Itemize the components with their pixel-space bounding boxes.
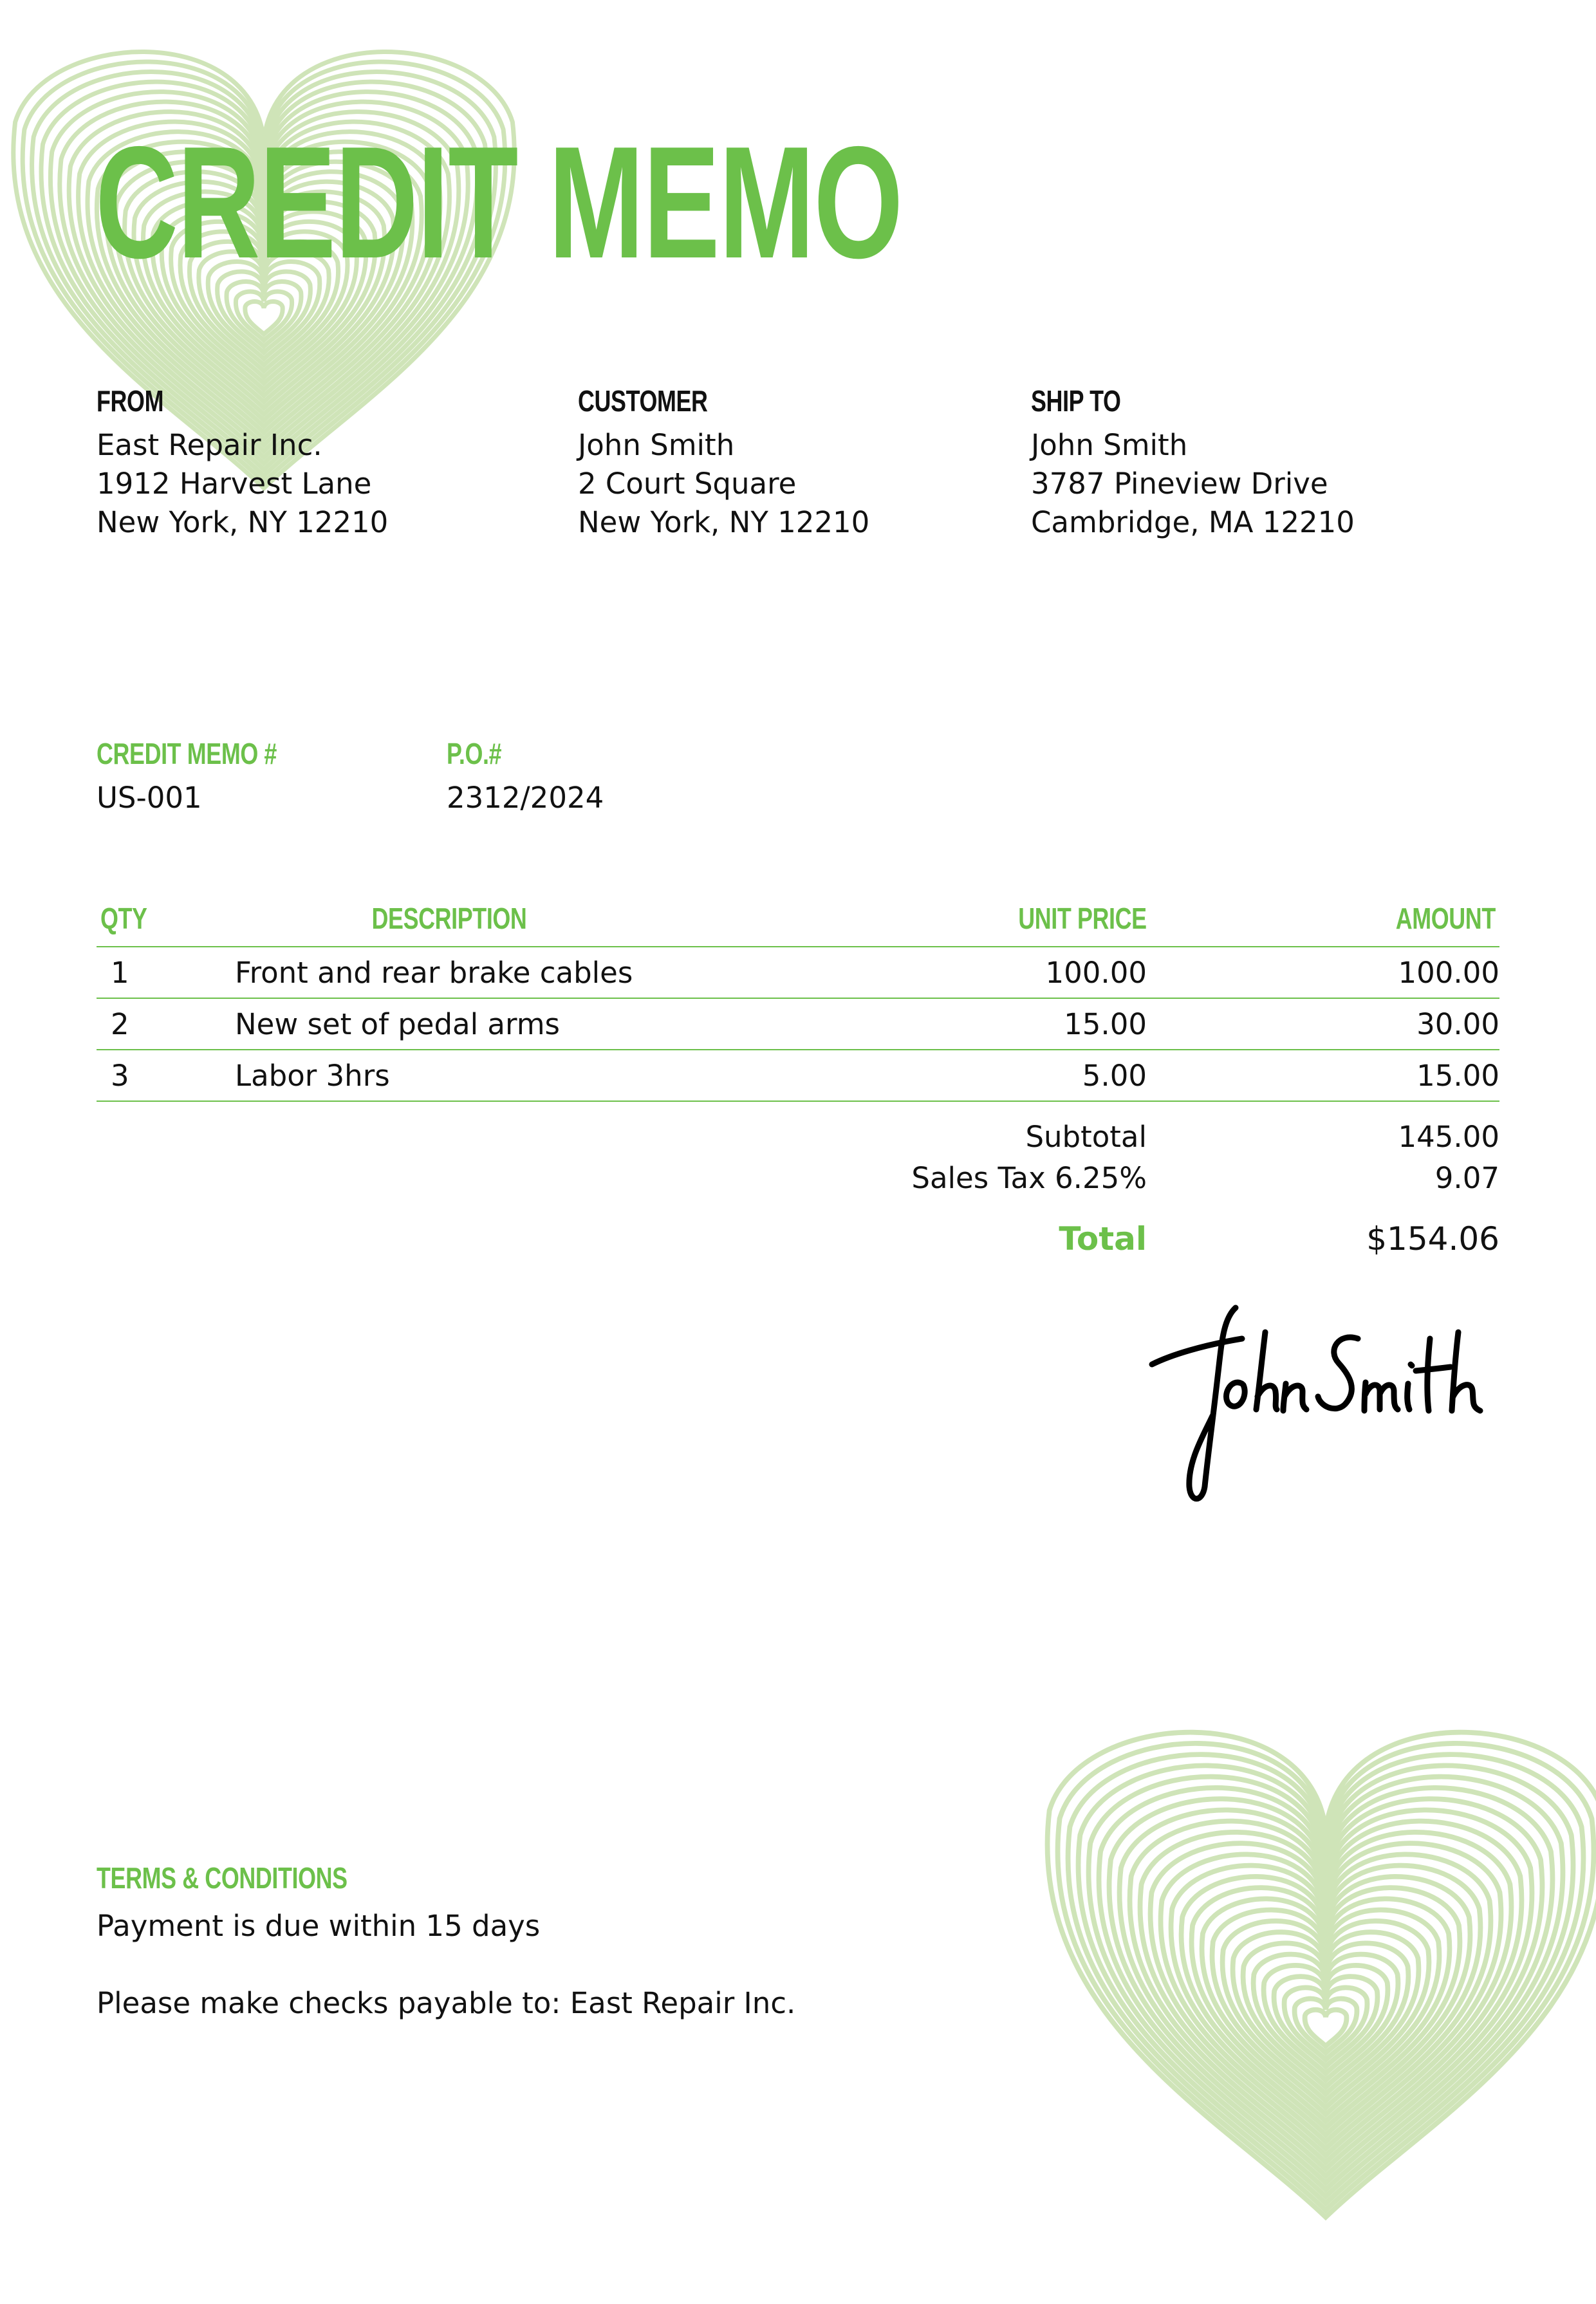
row-qty: 3: [111, 1059, 129, 1093]
heart-outline: [236, 292, 292, 340]
heart-outline: [1099, 1788, 1553, 2183]
customer-line: New York, NY 12210: [578, 505, 870, 539]
row-amount: 100.00: [1398, 956, 1499, 990]
row-unit-price: 100.00: [1045, 956, 1147, 990]
row-description: New set of pedal arms: [235, 1007, 560, 1041]
heart-outline: [1285, 1987, 1368, 2059]
unit-price-header: UNIT PRICE: [1018, 902, 1147, 935]
customer-line: John Smith: [578, 428, 735, 462]
row-description: Front and rear brake cables: [235, 956, 633, 990]
terms-line: Please make checks payable to: East Repair Inc.: [97, 1986, 796, 2020]
heart-outline: [1048, 1733, 1596, 2217]
row-unit-price: 15.00: [1064, 1007, 1147, 1041]
heart-outline: [1109, 1799, 1543, 2176]
total-value: $154.06: [1366, 1220, 1499, 1258]
row-qty: 2: [111, 1007, 129, 1041]
po-number-block: [447, 739, 604, 816]
heart-outline: [1182, 1877, 1471, 2128]
heart-outline: [1295, 1999, 1357, 2053]
heart-outline: [1171, 1866, 1481, 2135]
heart-outline: [1274, 1976, 1378, 2067]
ship-to-line: Cambridge, MA 12210: [1031, 505, 1355, 539]
table-row: [97, 1050, 1499, 1102]
subtotal-line: [856, 1117, 1499, 1158]
heart-outline: [1254, 1955, 1398, 2081]
tax-value: 9.07: [1434, 1161, 1499, 1195]
heart-outline: [1120, 1810, 1532, 2169]
from-heading: FROM: [97, 384, 164, 418]
heart-outline: [1243, 1943, 1409, 2087]
tax-label: Sales Tax 6.25%: [911, 1161, 1147, 1195]
ship-to-block: [1031, 386, 1430, 542]
terms-block: [97, 1863, 795, 2023]
line-items-table: [97, 895, 1499, 1102]
customer-block: [578, 386, 977, 542]
from-line: New York, NY 12210: [97, 505, 389, 539]
memo-number-block: [97, 739, 328, 816]
description-header: DESCRIPTION: [371, 902, 527, 935]
heart-pattern-decoration-bottom: [1004, 1660, 1596, 2304]
document-title: CREDIT MEMO: [95, 113, 902, 292]
subtotal-value: 145.00: [1398, 1120, 1499, 1154]
tax-line: [856, 1158, 1499, 1199]
from-line: East Repair Inc.: [97, 428, 322, 462]
customer-heading: CUSTOMER: [578, 384, 708, 418]
table-header: [97, 895, 1499, 947]
heart-outline: [1223, 1921, 1429, 2101]
row-qty: 1: [111, 956, 129, 990]
heart-outline: [1192, 1888, 1460, 2121]
row-description: Labor 3hrs: [235, 1059, 390, 1093]
row-amount: 30.00: [1416, 1007, 1499, 1041]
heart-outline: [1161, 1854, 1491, 2142]
terms-line: Payment is due within 15 days: [97, 1909, 541, 1943]
qty-header: QTY: [100, 902, 147, 935]
heart-outline: [1233, 1932, 1419, 2094]
from-line: 1912 Harvest Lane: [97, 467, 372, 501]
table-row: [97, 947, 1499, 999]
po-number-label: P.O.#: [447, 737, 502, 770]
heart-outline: [1079, 1765, 1573, 2197]
memo-number-label: CREDIT MEMO #: [97, 737, 277, 770]
heart-outline: [245, 302, 283, 335]
customer-line: 2 Court Square: [578, 467, 797, 501]
heart-outline: [1130, 1821, 1522, 2162]
heart-outline: [1151, 1843, 1501, 2149]
heart-outline: [1089, 1777, 1563, 2190]
ship-to-line: 3787 Pineview Drive: [1031, 467, 1328, 501]
terms-heading: TERMS & CONDITIONS: [97, 1861, 348, 1895]
heart-outline: [1264, 1965, 1388, 2074]
table-row: [97, 999, 1499, 1050]
from-block: [97, 386, 496, 542]
subtotal-label: Subtotal: [1025, 1120, 1147, 1154]
totals-block: [856, 1117, 1499, 1259]
heart-outline: [1202, 1899, 1450, 2114]
heart-outline: [1058, 1743, 1594, 2210]
po-number-value: 2312/2024: [447, 781, 604, 815]
heart-outline: [1212, 1910, 1440, 2108]
ship-to-line: John Smith: [1031, 428, 1188, 462]
heart-outline: [1305, 2010, 1347, 2047]
heart-outline: [1140, 1832, 1512, 2155]
memo-number-value: US-001: [97, 781, 202, 815]
heart-outline: [1068, 1754, 1584, 2204]
row-unit-price: 5.00: [1082, 1059, 1147, 1093]
amount-header: AMOUNT: [1395, 902, 1496, 935]
row-amount: 15.00: [1416, 1059, 1499, 1093]
ship-to-heading: SHIP TO: [1031, 384, 1121, 418]
handwritten-signature: [1146, 1294, 1506, 1512]
total-line: [856, 1218, 1499, 1259]
total-label: Total: [1059, 1220, 1147, 1258]
